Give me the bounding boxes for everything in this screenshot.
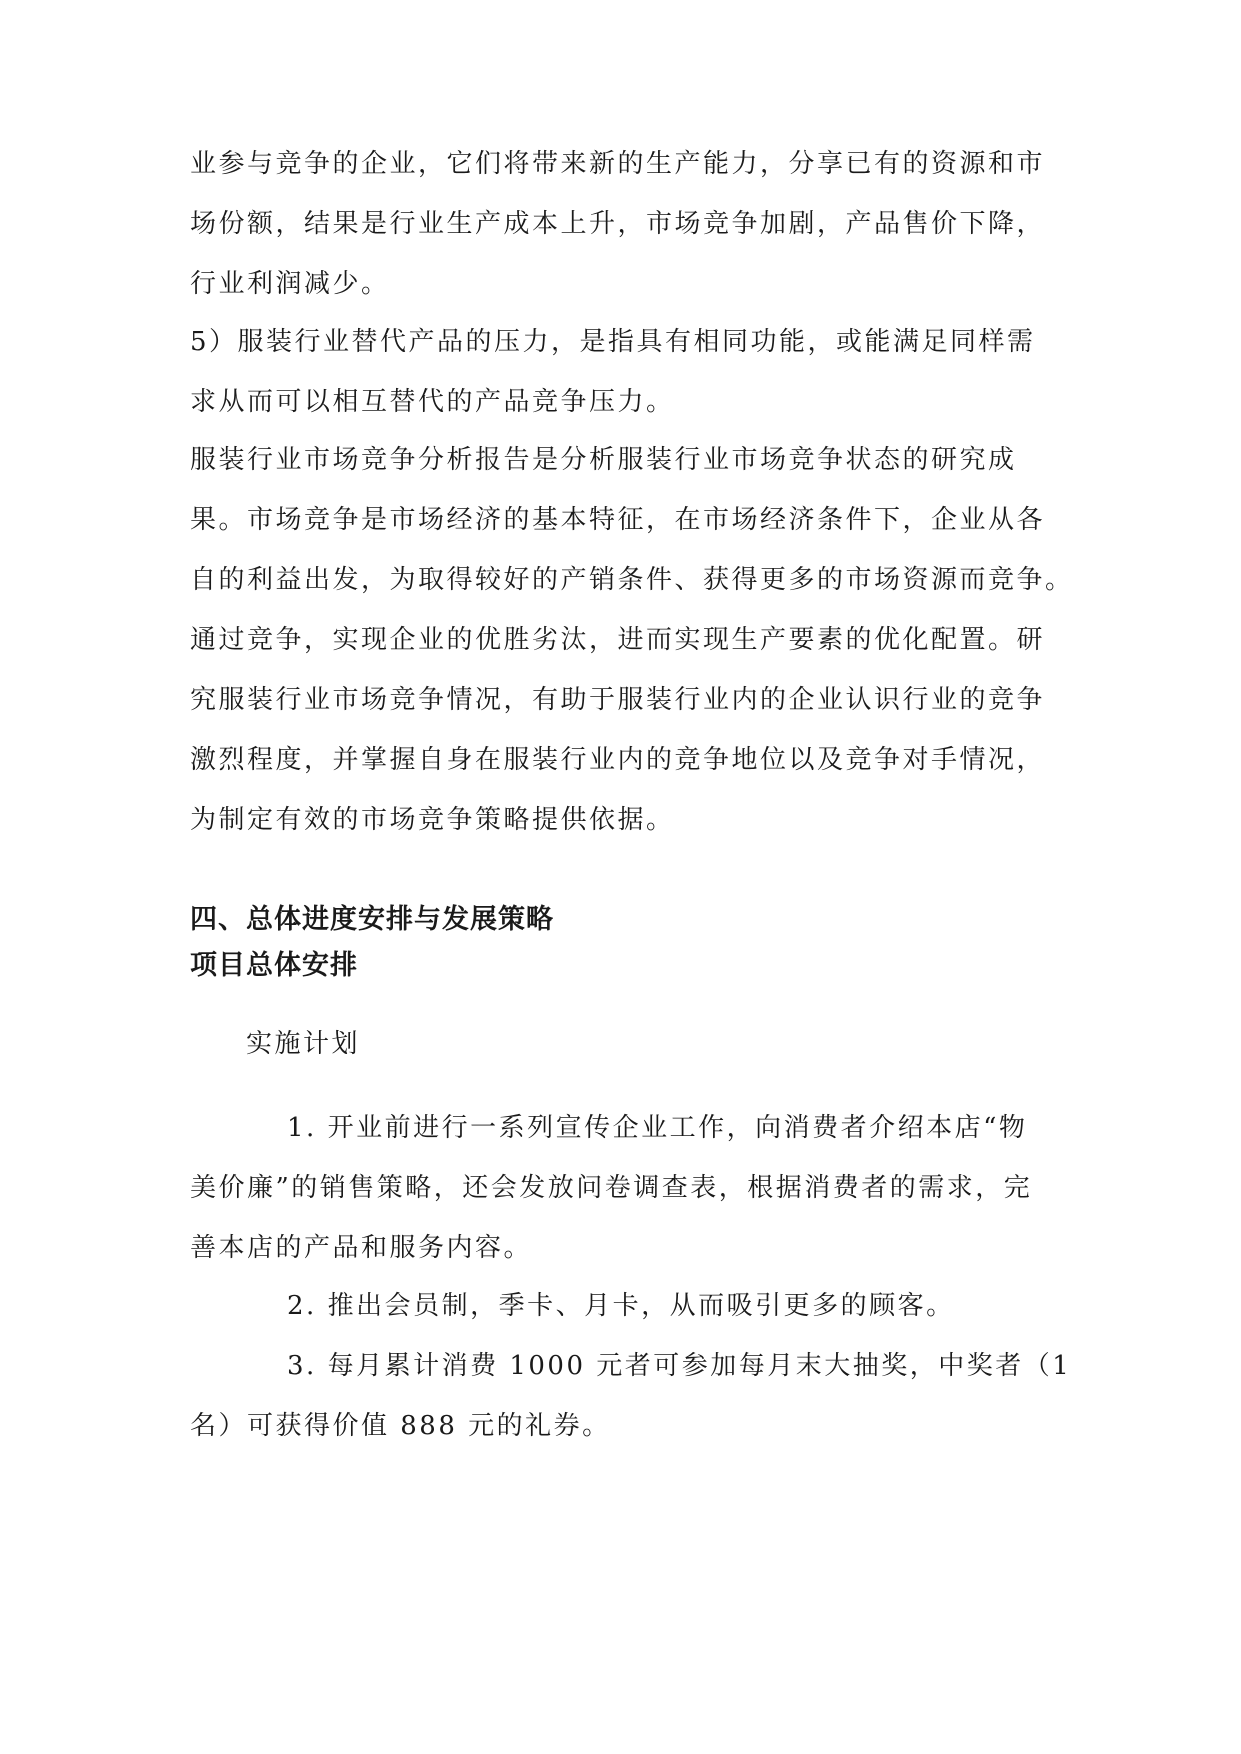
paragraph-line: 场份额，结果是行业生产成本上升，市场竞争加剧，产品售价下降，: [190, 209, 1046, 239]
paragraph-line: 激烈程度，并掌握自身在服装行业内的竞争地位以及竞争对手情况，: [190, 745, 1046, 775]
paragraph-line: 为制定有效的市场竞争策略提供依据。: [190, 805, 675, 835]
paragraph-line: 自的利益出发，为取得较好的产销条件、获得更多的市场资源而竞争。: [190, 565, 1074, 595]
paragraph-line: 果。市场竞争是市场经济的基本特征，在市场经济条件下，企业从各: [190, 505, 1046, 535]
section-heading: 四、总体进度安排与发展策略: [190, 904, 554, 935]
paragraph-line: 5）服装行业替代产品的压力，是指具有相同功能，或能满足同样需: [190, 327, 1036, 357]
paragraph-line: 究服装行业市场竞争情况，有助于服装行业内的企业认识行业的竞争: [190, 685, 1046, 715]
paragraph-line: 服装行业市场竞争分析报告是分析服装行业市场竞争状态的研究成: [190, 445, 1017, 475]
paragraph-line: 求从而可以相互替代的产品竞争压力。: [190, 387, 675, 417]
paragraph-line: 业参与竞争的企业，它们将带来新的生产能力，分享已有的资源和市: [190, 149, 1046, 179]
plan-item-1-line: 善本店的产品和服务内容。: [190, 1233, 533, 1263]
plan-label: 实施计划: [246, 1029, 361, 1059]
plan-item-3-line: 名）可获得价值 888 元的礼券。: [190, 1411, 611, 1441]
paragraph-line: 行业利润减少。: [190, 269, 390, 299]
plan-item-1-line: 美价廉”的销售策略，还会发放问卷调查表，根据消费者的需求，完: [190, 1173, 1033, 1203]
paragraph-line: 通过竞争，实现企业的优胜劣汰，进而实现生产要素的优化配置。研: [190, 625, 1046, 655]
plan-item-2: 2. 推出会员制，季卡、月卡，从而吸引更多的顾客。: [287, 1291, 955, 1321]
subsection-heading: 项目总体安排: [190, 950, 358, 981]
plan-item-3-line: 3. 每月累计消费 1000 元者可参加每月末大抽奖，中奖者（1: [287, 1351, 1072, 1381]
plan-item-1-line: 1. 开业前进行一系列宣传企业工作，向消费者介绍本店“物: [287, 1113, 1028, 1143]
